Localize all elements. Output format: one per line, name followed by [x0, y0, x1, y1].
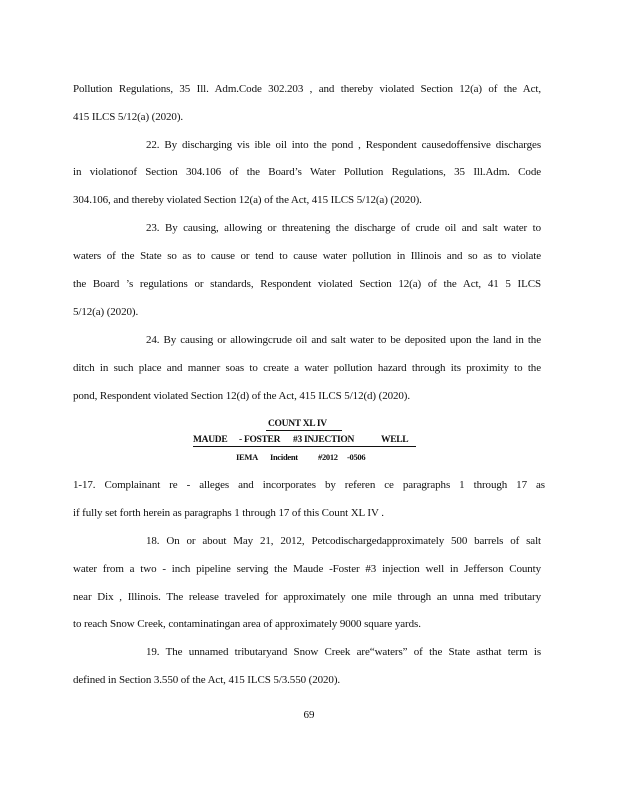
incident-suffix: -0506: [347, 452, 366, 462]
paragraph-22-line: 22. By discharging vis ible oil into the pond , Respondent causedoffensive discharges: [146, 139, 541, 151]
count-heading: COUNT XL IV: [268, 419, 327, 429]
paragraph-19-line: defined in Section 3.550 of the Act, 415 ILCS 5/3.550 (2020).: [73, 674, 341, 686]
page-number: 69: [303, 709, 315, 721]
paragraph-24-line: 24. By causing or allowingcrude oil and salt water to be deposited upon the land in the: [146, 334, 541, 346]
paragraph-1-17-line: if fully set forth herein as paragraphs 1 through 17 of this Count XL IV .: [73, 507, 384, 519]
paragraph-23-line: waters of the State so as to cause or tend to cause water pollution in Illinois and so as to violate: [73, 250, 541, 262]
paragraph-line: 415 ILCS 5/12(a) (2020).: [73, 111, 184, 123]
paragraph-19-line: 19. The unnamed tributaryand Snow Creek are“waters” of the State asthat term is: [146, 646, 541, 658]
paragraph-23-line: the Board ’s regulations or standards, Respondent violated Section 12(a) of the Act, 41 5 ILCS: [73, 278, 541, 290]
paragraph-line: Pollution Regulations, 35 Ill. Adm.Code 302.203 , and thereby violated Section 12(a) of the Act,: [73, 83, 541, 95]
paragraph-18-line: to reach Snow Creek, contaminatingan area of approximately 9000 square yards.: [73, 618, 421, 630]
paragraph-24-line: ditch in such place and manner soas to create a water pollution hazard through its proximity to the: [73, 362, 541, 374]
paragraph-23-line: 5/12(a) (2020).: [73, 306, 139, 318]
count-subheading-well: WELL: [381, 435, 409, 445]
count-subheading-injection: #3 INJECTION: [293, 435, 355, 445]
paragraph-22-line: 304.106, and thereby violated Section 12(a) of the Act, 415 ILCS 5/12(a) (2020).: [73, 194, 422, 206]
paragraph-1-17-line: 1-17. Complainant re - alleges and incorporates by referen ce paragraphs 1 through 17 as: [73, 479, 545, 491]
iema-label: IEMA: [236, 452, 258, 462]
incident-label: Incident: [270, 452, 298, 462]
count-subheading-foster: - FOSTER: [239, 435, 281, 445]
paragraph-22-line: in violationof Section 304.106 of the Board’s Water Pollution Regulations, 35 Ill.Adm. Code: [73, 166, 541, 178]
incident-number: #2012: [318, 452, 338, 462]
paragraph-18-line: near Dix , Illinois. The release traveled for approximately one mile through an unna med tributary: [73, 591, 541, 603]
count-subheading-underline: [193, 446, 416, 447]
paragraph-18-line: 18. On or about May 21, 2012, Petcodischargedapproximately 500 barrels of salt: [146, 535, 541, 547]
paragraph-18-line: water from a two - inch pipeline serving the Maude -Foster #3 injection well in Jefferson County: [73, 563, 541, 575]
count-subheading-maude: MAUDE: [193, 435, 228, 445]
paragraph-24-line: pond, Respondent violated Section 12(d) of the Act, 415 ILCS 5/12(d) (2020).: [73, 390, 411, 402]
count-heading-underline: [266, 430, 342, 431]
paragraph-23-line: 23. By causing, allowing or threatening the discharge of crude oil and salt water to: [146, 222, 541, 234]
